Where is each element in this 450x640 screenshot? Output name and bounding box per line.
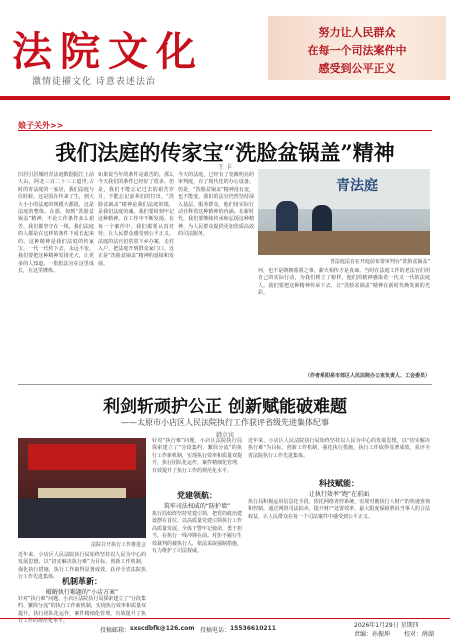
article2-column-3: 执行局始终坚持党建引领，把党的政治建设摆在首位，以高质量党建引领执行工作高质量发展。全体干警牢记使命，勇于担当，在执行一线冲锋在前。对拒不履行生效裁判的被执行人，依法采取强制措施，有力维护了司法权威。 [152,511,243,555]
section-label: 娘子关外>> [18,121,64,130]
footer-proofreader: 校对：薛湖 [404,631,435,638]
masthead [0,0,450,98]
article2-column-4: 近年来，小店区人民法院执行局始终坚持以人民为中心的发展思想，以“切实解决执行难”为目标，创新工作机制，强化执行措施，执行工作取得显著成效，获评全省法院执行工作先进集体。 [248,438,430,459]
footer-phone: 15536610211 [230,625,276,632]
article2-intro: 近年来，小店区人民法院执行局始终坚持以人民为中心的发展思想，以“切实解决执行难”为目标，创新工作机制，强化执行措施，执行工作取得显著成效，获评全省法院执行工作先进集体。 [18,552,146,581]
article1-column-1: 旧居引居城时青法庭数据据江上前大山，阿北三百二十三工道世,古时的青法庭的一家居，我们法庭与住时候，这是国在传来了生，到大大小小的法庭的规模大都很，这是法庭的整体。在那，如到“洗脸盆锅盖”精神，不论工作条件多么艰苦，我们都坚守在一线。我们法庭的人都是在这样的条件下成长起来的。这种精神是我们法庭的传家宝，一代一代传下去，永远不变。我们要把这种精神发扬光大，让更多的人知道。一批批法官在这里成长，在这里锤炼。 [18,172,94,275]
article-divider [18,384,432,385]
article2-column-5: 执行局积极运用信息化手段，依托网络查控系统，实现对被执行人财产的快速查询和控制。通过网络司法拍卖，提升财产处置效率，最大限度保障胜诉当事人的合法权益，让人民群众在每一个司法案件中感受到公平正义。 [248,499,430,520]
article1-photo [258,169,430,255]
article2-subhead-3: 科技赋能： [319,479,359,488]
masthead-slogan: 激情徒擢文化 诗意表述法治 [32,77,156,87]
footer-email: sxscdbfk@126.com [130,625,195,632]
article2-subhead-2: 党建领航： [177,491,217,500]
article2-photo-caption: 法院召开执行工作推进会 [90,542,146,548]
footer-editor: 责编：孙振坤 [354,631,391,638]
article1-photo-caption: 青法庭法官在开庭前布置审判台“洗脸盆锅盖” [329,259,430,265]
footer-email-label: 投稿邮箱： [100,627,131,634]
slogan-banner [268,16,446,80]
newspaper-brand-title: 法院文化 [12,28,204,75]
article1-column-4: 何，也不是朝朝暮暮之事，薪火相传才是真谛。当时在法庭工作的老法官们用自己的实际行动，为我们树立了榜样。他们的精神感染着一代又一代的法庭人。我们要把这种精神传承下去，让“洗脸盆锅盖”精神在新时代焕发新的光彩。 [258,268,430,297]
banner-line-2: 在每一个司法案件中 [307,44,407,57]
article2-column-2: 针对“执行难”问题，小店区法院执行局探索建立了“分段集约、繁简分流”的执行工作新机制，实现执行效率和质量双提升。执行团队化运作，案件精细化管理，有效提升了执行工作的规范化水平。 [152,438,243,474]
page-footer [0,618,450,640]
article2-photo [18,438,146,538]
article2-column-1: 针对“执行难”问题，小店区法院执行局探索建立了“分段集约、繁简分流”的执行工作新机制，实现执行效率和质量双提升。执行团队化运作，案件精细化管理，有效提升了执行工作的规范化水平。 [18,596,146,625]
article1-column-3: 今天的法庭，已经有了宽敞明亮的审判庭，有了现代化的办公设备。但是，“洗脸盆锅盖”精神没有变，也不能变。我们的法官仍然坚持深入基层，服务群众。他们用实际行动诠释着这种精神的内涵。在新时代，我们要继续传承和弘扬这种精神，为人民群众提供更加优质高效的司法服务。 [178,172,254,238]
article2-subhead-1b: 破解执行难题的“小店方案” [45,589,119,596]
article1-title: 我们法庭的传家宝“洗脸盆锅盖”精神 [55,140,395,165]
article2-author: 韩立宾 [215,432,234,439]
photo-sign-text: 青法庭 [336,178,378,194]
banner-line-3: 感受到公平正义 [318,62,396,75]
footer-phone-label: 投稿电话： [200,627,231,634]
section-divider [18,130,432,131]
footer-date: 2026年1月29日 星期四 [354,622,419,629]
article1-author: 王 卡 [218,164,232,171]
article2-subhead-3b: 让执行效率“跑”在前面 [308,491,370,498]
article2-subhead-1: 机制革新： [62,577,102,586]
banner-line-1: 努力让人民群众 [318,26,396,39]
article1-author-note: （作者系阳泉市郊区人民法院办公室负责人、工会委员） [304,373,430,379]
article2-subtitle: ——太原市小店区人民法院执行工作获评省级先进集体纪事 [121,418,329,427]
article2-title: 利剑斩顽护公正 创新赋能破难题 [103,397,347,417]
article1-column-2: 如果说当年的条件是艰苦的，那么今天我们的条件已经好了很多。但是，我们不能忘记过去的艰苦岁月，不能忘记前辈们的付出。“洗脸盆锅盖”精神是我们法庭的根，是我们法庭的魂。我们要时刻牢记这种精神，在工作中不断发扬。在每一个案件中，我们都要认真对待，让人民群众感受到公平正义。法庭的法官们常常下乡办案，走村入户，把法庭开到群众家门口。这正是“洗脸盆锅盖”精神的延续和发展。 [98,172,174,267]
article2-subhead-2b: 筑牢司法权威的“防护墙” [163,503,231,510]
masthead-divider [0,96,450,100]
